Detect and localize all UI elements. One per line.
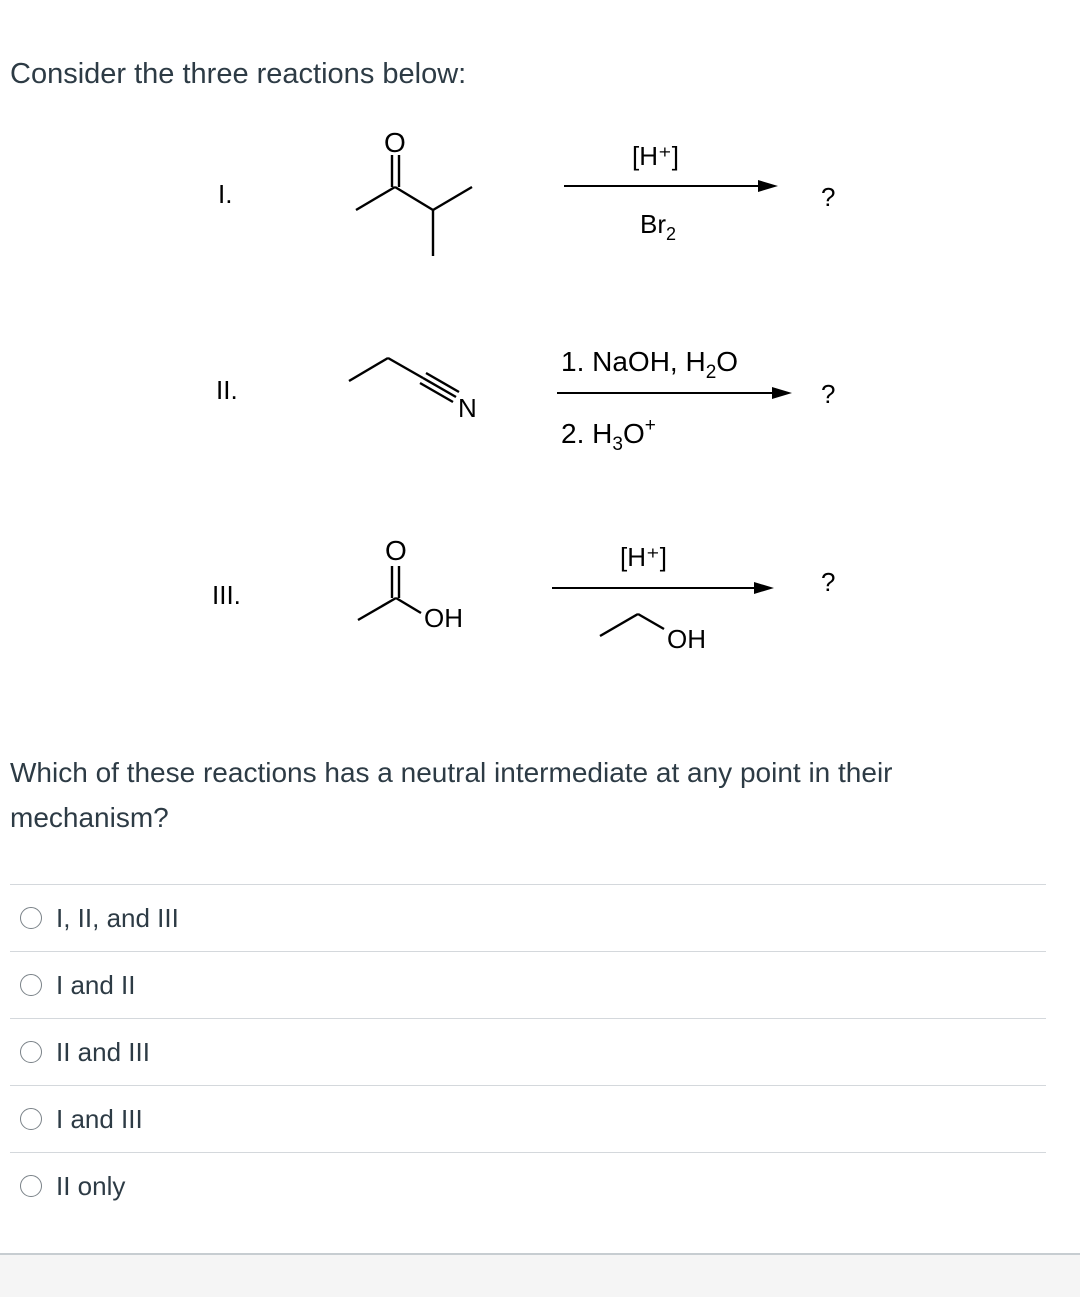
- reaction-3: [212, 535, 835, 654]
- answer-option[interactable]: [10, 1018, 1046, 1085]
- question-text: Which of these reactions has a neutral intermediate at any point in their mechanism?: [10, 757, 893, 833]
- reaction-2-nitrogen: N: [458, 393, 477, 423]
- reaction-scheme: [0, 110, 1080, 690]
- answer-option[interactable]: [10, 1085, 1046, 1152]
- question-prompt: Consider the three reactions below:: [10, 58, 467, 90]
- answer-label[interactable]: I and III: [56, 1103, 143, 1134]
- reaction-2-reagent-below: 2. $H_3O^+$: [561, 415, 656, 455]
- reaction-1-numeral: I.: [218, 179, 233, 209]
- reaction-2-numeral: II.: [216, 375, 238, 405]
- footer-bar: [0, 1253, 1080, 1297]
- reaction-3-arrowhead: [754, 582, 774, 594]
- reaction-3-reagent-oh: OH: [667, 624, 706, 654]
- reaction-1-substrate-structure: [356, 155, 472, 256]
- answer-option[interactable]: [10, 1152, 1046, 1219]
- reaction-1-product: ?: [821, 182, 836, 212]
- reaction-3-reagent-above: [H⁺]: [620, 542, 667, 572]
- reaction-2-substrate-structure: [349, 358, 459, 402]
- reaction-3-numeral: III.: [212, 580, 241, 610]
- answer-label[interactable]: I and II: [56, 969, 136, 1000]
- answer-option[interactable]: [10, 884, 1046, 951]
- answer-label[interactable]: II and III: [56, 1036, 150, 1067]
- reaction-2-arrowhead: [772, 387, 792, 399]
- answer-label[interactable]: II only: [56, 1170, 126, 1201]
- radio-button-icon[interactable]: [20, 1175, 42, 1197]
- radio-button-icon[interactable]: [20, 907, 42, 929]
- answer-label[interactable]: I, II, and III: [56, 902, 179, 933]
- answer-option[interactable]: [10, 951, 1046, 1018]
- reaction-1-reagent-below: $Br_2$: [640, 209, 677, 244]
- reaction-3-substrate-oh: OH: [424, 603, 463, 633]
- reaction-3-substrate-structure: [358, 566, 421, 620]
- radio-button-icon[interactable]: [20, 1041, 42, 1063]
- answer-list: [10, 884, 1046, 1219]
- radio-button-icon[interactable]: [20, 974, 42, 996]
- reaction-3-oxygen: O: [385, 535, 407, 566]
- reaction-3-reagent-structure: [600, 614, 664, 636]
- reaction-1-reagent-above: [H⁺]: [632, 141, 679, 171]
- radio-button-icon[interactable]: [20, 1108, 42, 1130]
- reaction-2-reagent-above: 1. NaOH, $H_2O$: [561, 346, 739, 383]
- reaction-1-oxygen: O: [384, 127, 406, 158]
- reaction-3-product: ?: [821, 567, 836, 597]
- reaction-2-product: ?: [821, 379, 836, 409]
- reaction-1-arrowhead: [758, 180, 778, 192]
- reaction-2: [216, 346, 835, 455]
- reaction-1: [218, 127, 835, 256]
